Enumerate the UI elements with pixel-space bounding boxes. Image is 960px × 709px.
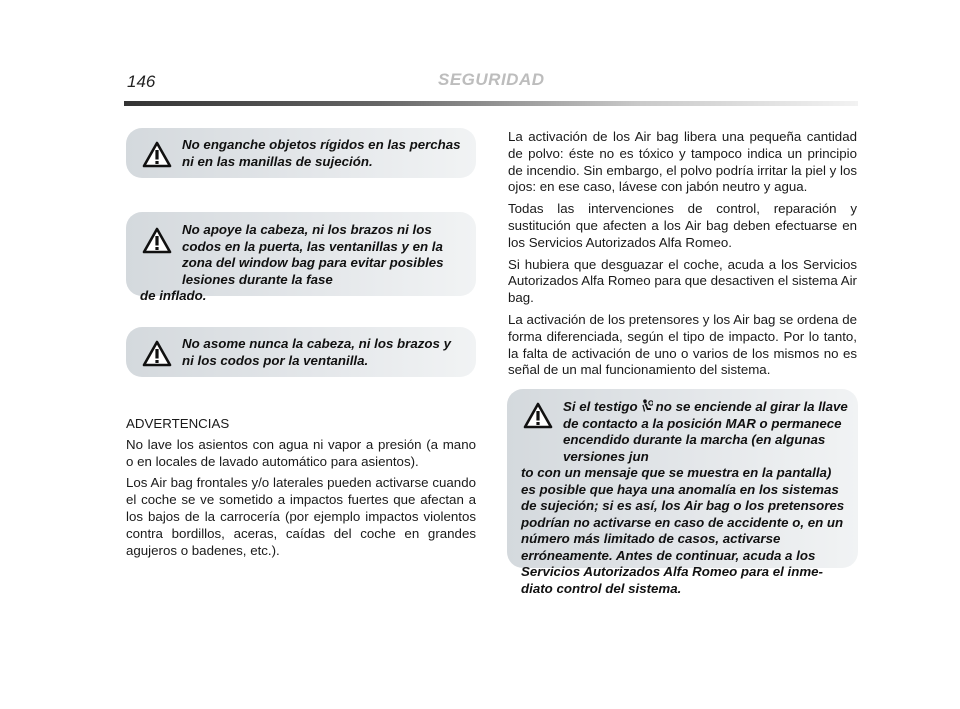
warning-box-window	[126, 327, 476, 377]
warning-text-before-icon: Si el testigo	[563, 399, 638, 414]
paragraph: No lave los asientos con agua ni vapor a presión (a mano o en locales de lavado automático para asientos).	[126, 436, 476, 469]
warning-box-hangers	[126, 128, 476, 178]
warning-text	[140, 222, 464, 305]
advertencias-section	[126, 416, 476, 564]
warning-box-airbag-indicator	[507, 389, 858, 596]
warning-text-indented: No apoye la cabeza, ni los brazos ni los codos en la puerta, las ventanillas y en la zona del window bag para evitar posibles lesiones durante la fase	[182, 222, 444, 287]
warning-triangle-icon	[142, 141, 172, 168]
warning-text-tail: de inflado.	[140, 288, 207, 303]
advertencias-heading: ADVERTENCIAS	[126, 416, 230, 431]
warning-triangle-icon	[142, 340, 172, 367]
warning-text: No enganche objetos rígidos en las perchas ni en las manillas de sujeción.	[182, 137, 461, 169]
header-divider	[124, 101, 858, 106]
airbag-warning-light-icon	[641, 399, 653, 413]
section-title: SEGURIDAD	[438, 70, 545, 89]
warning-text-indented	[521, 399, 848, 465]
warning-triangle-icon	[523, 402, 553, 429]
paragraph: La activación de los pretensores y los Air bag se ordena de forma diferenciada, según el tipo de impacto. Por lo tanto, la falta de activación de uno o varios de los mismos no es señal de un mal funcionamiento del sistema.	[508, 311, 857, 378]
warning-text-after-icon: no se enciende al girar la llave de contacto a la posición MAR o permanece encendido durante la marcha (en algunas versiones jun	[563, 399, 848, 464]
paragraph: Todas las intervenciones de control, reparación y sustitución que afecten a los Air bag deben efectuarse en los Servicios Autorizados Alfa Romeo.	[508, 201, 857, 250]
airbag-info-section	[508, 129, 857, 384]
paragraph: La activación de los Air bag libera una pequeña cantidad de polvo: éste no es tóxico y tampoco indica un principio de incendio. Sin embargo, el polvo podría irritar la piel y los ojos: en ese caso, lávese con jabón neutro y agua.	[508, 129, 857, 195]
paragraph: Los Air bag frontales y/o laterales pueden activarse cuando el coche se ve sometido a impactos fuertes que afectan a los bajos de la carrocería (por ejemplo impactos violentos contra bordillos, aceras, caídas del coche en grandes agujeros o badenes, etc.).	[126, 475, 476, 558]
warning-triangle-icon	[142, 227, 172, 254]
warning-box-head-arms	[126, 212, 476, 303]
warning-text	[521, 399, 848, 597]
paragraph: Si hubiera que desguazar el coche, acuda a los Servicios Autorizados Alfa Romeo para que desactiven el sistema Air bag.	[508, 256, 857, 306]
warning-text: No asome nunca la cabeza, ni los brazos y ni los codos por la ventanilla.	[182, 336, 451, 368]
page-number: 146	[127, 72, 156, 91]
warning-text-tail: to con un mensaje que se muestra en la pantalla) es posible que haya una anomalía en los sistemas de sujeción; si es así, los Air bag o los pretensores podrían no activarse en caso de accidente o, en un número más limitado de casos, activarse erróneamente. Antes de continuar, acuda a los Servicios Autorizados Alfa Romeo para el inmediato control del sistema.	[521, 465, 845, 596]
